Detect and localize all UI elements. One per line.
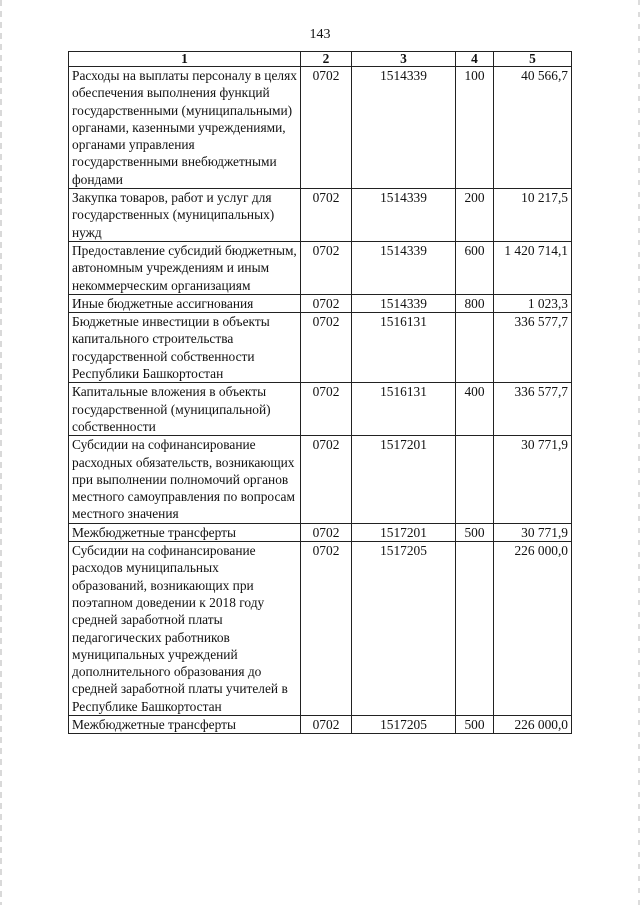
cell-section: 0702 — [301, 67, 352, 189]
cell-amount: 336 577,7 — [494, 383, 572, 436]
cell-expense-type: 400 — [456, 383, 494, 436]
cell-name: Капитальные вложения в объекты государственной (муниципальной) собственности — [69, 383, 301, 436]
cell-expense-type: 500 — [456, 715, 494, 733]
table-row — [69, 523, 572, 541]
table-row — [69, 715, 572, 733]
table-row — [69, 67, 572, 189]
cell-section: 0702 — [301, 241, 352, 294]
header-col-4: 4 — [456, 52, 494, 67]
cell-expense-type: 800 — [456, 294, 494, 312]
cell-section: 0702 — [301, 294, 352, 312]
table-body — [69, 67, 572, 734]
table-row — [69, 294, 572, 312]
cell-amount: 226 000,0 — [494, 542, 572, 716]
cell-expense-type — [456, 436, 494, 523]
cell-amount: 1 023,3 — [494, 294, 572, 312]
table-row — [69, 436, 572, 523]
cell-expense-type: 500 — [456, 523, 494, 541]
cell-name: Расходы на выплаты персоналу в целях обеспечения выполнения функций государственными (муниципальными) органами, казенными учреждениями, органами управления государственными внебюджетными фондами — [69, 67, 301, 189]
cell-section: 0702 — [301, 436, 352, 523]
cell-section: 0702 — [301, 383, 352, 436]
cell-section: 0702 — [301, 523, 352, 541]
table-row — [69, 189, 572, 242]
header-row — [69, 52, 572, 67]
scan-edge-left — [0, 0, 2, 905]
table-header — [69, 52, 572, 67]
cell-expense-type — [456, 542, 494, 716]
cell-article: 1516131 — [352, 313, 456, 383]
table-row — [69, 383, 572, 436]
page-number: 143 — [309, 27, 331, 42]
cell-amount: 30 771,9 — [494, 436, 572, 523]
cell-article: 1517205 — [352, 715, 456, 733]
cell-amount: 336 577,7 — [494, 313, 572, 383]
cell-amount: 30 771,9 — [494, 523, 572, 541]
cell-name: Иные бюджетные ассигнования — [69, 294, 301, 312]
table-row — [69, 313, 572, 383]
cell-amount: 226 000,0 — [494, 715, 572, 733]
cell-section: 0702 — [301, 715, 352, 733]
cell-article: 1516131 — [352, 383, 456, 436]
cell-article: 1514339 — [352, 67, 456, 189]
header-col-3: 3 — [352, 52, 456, 67]
cell-expense-type: 100 — [456, 67, 494, 189]
cell-article: 1517201 — [352, 523, 456, 541]
cell-expense-type — [456, 313, 494, 383]
cell-section: 0702 — [301, 542, 352, 716]
cell-section: 0702 — [301, 189, 352, 242]
budget-table — [68, 51, 572, 734]
table-row — [69, 542, 572, 716]
cell-expense-type: 600 — [456, 241, 494, 294]
cell-amount: 1 420 714,1 — [494, 241, 572, 294]
cell-amount: 40 566,7 — [494, 67, 572, 189]
cell-section: 0702 — [301, 313, 352, 383]
cell-amount: 10 217,5 — [494, 189, 572, 242]
cell-name: Межбюджетные трансферты — [69, 523, 301, 541]
header-col-5: 5 — [494, 52, 572, 67]
header-col-1: 1 — [69, 52, 301, 67]
cell-name: Субсидии на софинансирование расходов муниципальных образований, возникающих при поэтапном доведении к 2018 году средней заработной платы педагогических работников муниципальных учреждений дополнительного образования до средней заработной платы учителей в Республике Башкортостан — [69, 542, 301, 716]
table-row — [69, 241, 572, 294]
cell-article: 1517201 — [352, 436, 456, 523]
cell-article: 1514339 — [352, 189, 456, 242]
cell-expense-type: 200 — [456, 189, 494, 242]
cell-name: Предоставление субсидий бюджетным, автономным учреждениям и иным некоммерческим организациям — [69, 241, 301, 294]
cell-article: 1514339 — [352, 241, 456, 294]
cell-name: Субсидии на софинансирование расходных обязательств, возникающих при выполнении полномочий органов местного самоуправления по вопросам местного значения — [69, 436, 301, 523]
cell-name: Бюджетные инвестиции в объекты капитального строительства государственной собственности Республики Башкортостан — [69, 313, 301, 383]
cell-article: 1517205 — [352, 542, 456, 716]
header-col-2: 2 — [301, 52, 352, 67]
cell-name: Закупка товаров, работ и услуг для государственных (муниципальных) нужд — [69, 189, 301, 242]
cell-article: 1514339 — [352, 294, 456, 312]
cell-name: Межбюджетные трансферты — [69, 715, 301, 733]
